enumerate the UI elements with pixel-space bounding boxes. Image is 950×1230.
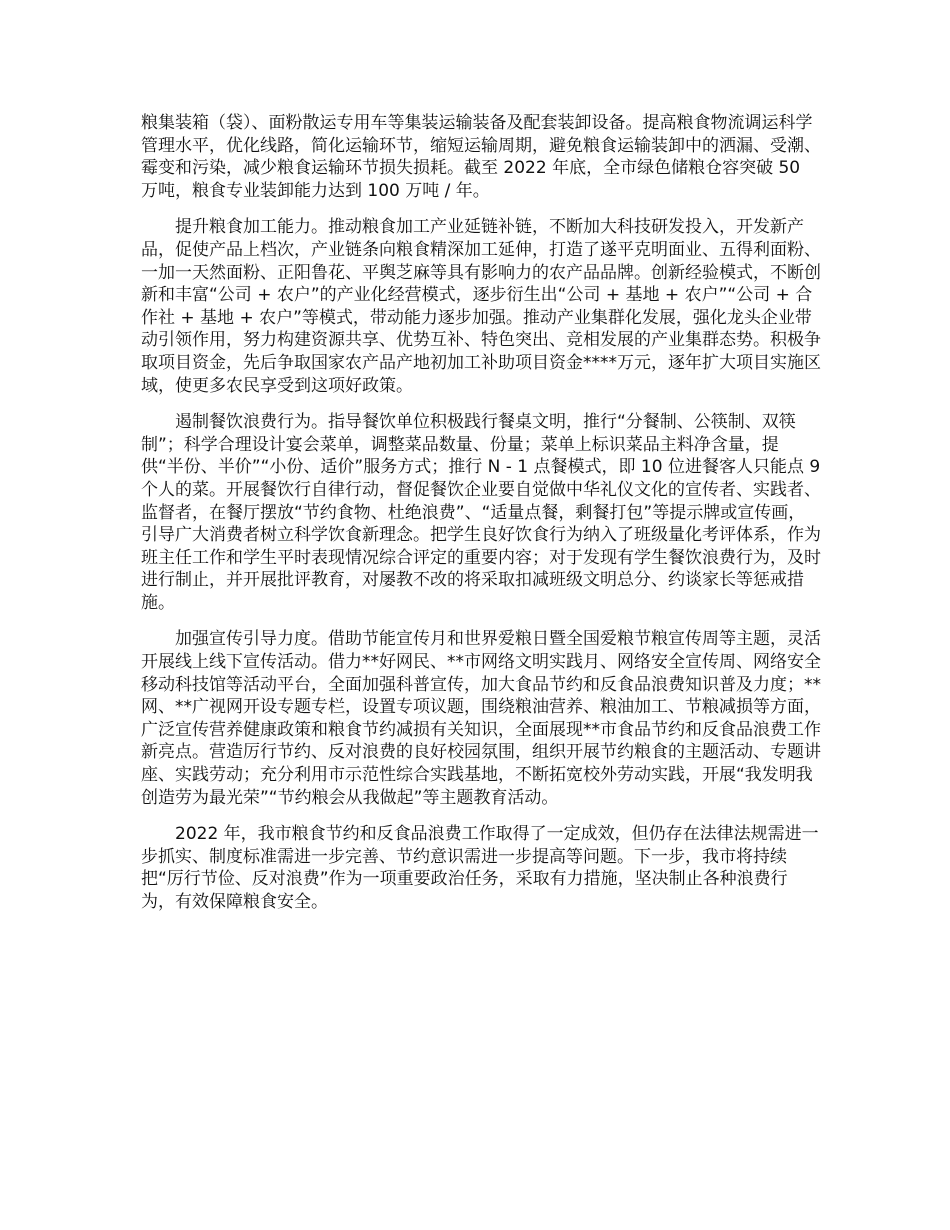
- paragraph-summary: [141, 823, 821, 913]
- paragraph-text: 遏制餐饮浪费行为。指导餐饮单位积极践行餐桌文明，推行“分餐制、公筷制、双筷制”；科学合理设计宴会菜单，调整菜品数量、份量；菜单上标识菜品主料净含量，提供“半份、半价”“小份、适价”服务方式；推行 N - 1 点餐模式，即 10 位进餐客人只能点 9 个人的菜。开展餐饮行自律行动，督促餐饮企业要自觉做中华礼仪文化的宣传者、实践者、监督者，在餐厅摆放“节约食物、杜绝浪费”、“适量点餐，剩餐打包”等提示牌或宣传画，引导广大消费者树立科学饮食新理念。把学生良好饮食行为纳入了班级量化考评体系，作为班主任工作和学生平时表现情况综合评定的重要内容；对于发现有学生餐饮浪费行为，及时进行制止，并开展批评教育，对屡教不改的将采取扣减班级文明总分、约谈家长等惩戒措施。: [141, 412, 821, 613]
- paragraph-text: 加强宣传引导力度。借助节能宣传月和世界爱粮日暨全国爱粮节粮宣传周等主题，灵活开展线上线下宣传活动。借力**好网民、**市网络文明实践月、网络安全宣传周、网络安全移动科技馆等活动平台，全面加强科普宣传，加大食品节约和反食品浪费知识普及力度；**网、**广视网开设专题专栏，设置专项议题，围绕粮油营养、粮油加工、节粮减损等方面，广泛宣传营养健康政策和粮食节约减损有关知识，全面展现**市食品节约和反食品浪费工作新亮点。营造厉行节约、反对浪费的良好校园氛围，组织开展节约粮食的主题活动、专题讲座、实践劳动；充分利用市示范性综合实践基地，不断拓宽校外劳动实践，开展“我发明我创造劳为最光荣”“节约粮会从我做起”等主题教育活动。: [141, 629, 821, 808]
- paragraph-logistics: [141, 112, 821, 202]
- paragraph-publicity: [141, 628, 821, 809]
- paragraph-text: 提升粮食加工能力。推动粮食加工产业延链补链，不断加大科技研发投入，开发新产品，促使产品上档次，产业链条向粮食精深加工延伸，打造了遂平克明面业、五得利面粉、一加一天然面粉、正阳鲁花、平舆芝麻等具有影响力的农产品品牌。创新经验模式，不断创新和丰富“公司 + 农户”的产业化经营模式，逐步衍生出“公司 + 基地 + 农户”“公司 + 合作社 + 基地 + 农户”等模式，带动能力逐步加强。推动产业集群化发展，强化龙头企业带动引领作用，努力构建资源共享、优势互补、特色突出、竞相发展的产业集群态势。积极争取项目资金，先后争取国家农产品产地初加工补助项目资金****万元，逐年扩大项目实施区域，使更多农民享受到这项好政策。: [141, 217, 821, 396]
- paragraph-catering-waste: [141, 411, 821, 614]
- paragraph-processing: [141, 216, 821, 397]
- paragraph-text: 2022 年，我市粮食节约和反食品浪费工作取得了一定成效，但仍存在法律法规需进一步抓实、制度标准需进一步完善、节约意识需进一步提高等问题。下一步，我市将持续把“厉行节俭、反对浪费”作为一项重要政治任务，采取有力措施，坚决制止各种浪费行为，有效保障粮食安全。: [141, 824, 819, 912]
- document-body: [141, 112, 821, 928]
- paragraph-text: 粮集装箱（袋）、面粉散运专用车等集装运输装备及配套装卸设备。提高粮食物流调运科学管理水平，优化线路，简化运输环节，缩短运输周期，避免粮食运输装卸中的洒漏、受潮、霉变和污染，减少粮食运输环节损失损耗。截至 2022 年底，全市绿色储粮仓容突破 50 万吨，粮食专业装卸能力达到 100 万吨 / 年。: [141, 113, 821, 201]
